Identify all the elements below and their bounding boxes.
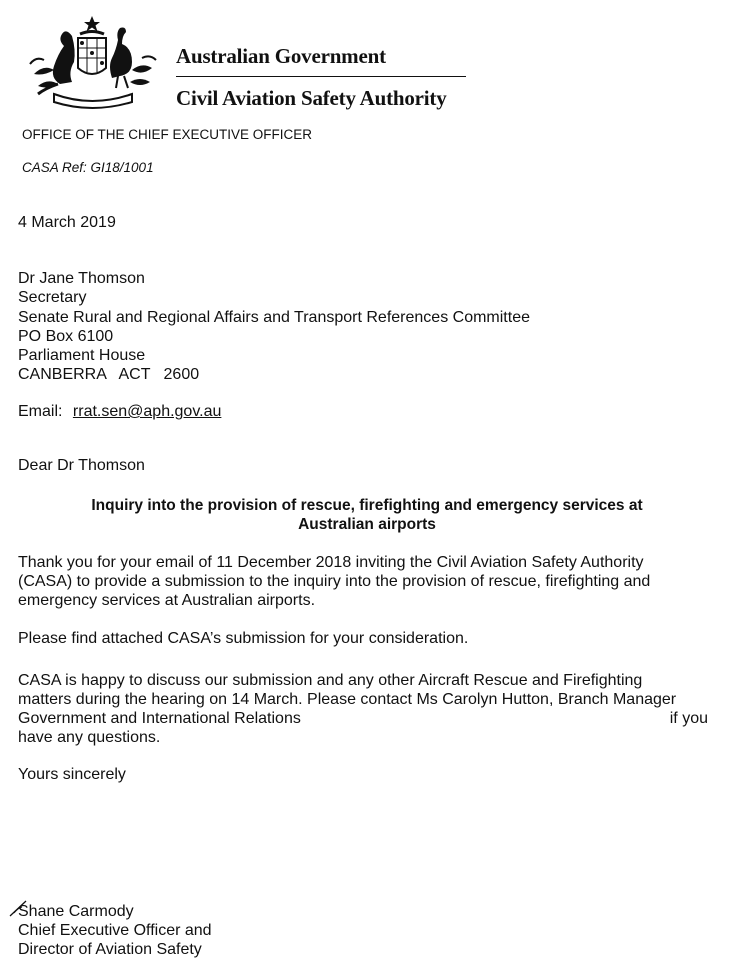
org-name-line1: Australian Government (176, 44, 386, 68)
reference: CASA Ref: GI18/1001 (22, 160, 154, 175)
paragraph-3 (18, 671, 718, 747)
recipient-po-box: PO Box 6100 (18, 327, 114, 345)
email-link[interactable]: rrat.sen@aph.gov.au (72, 403, 222, 420)
signature-block (18, 902, 212, 960)
paragraph-1-line-2: (CASA) to provide a submission to the inquiry into the provision of rescue, firefighting and (18, 573, 651, 590)
paragraph-2-line-1: Please find attached CASA’s submission for your consideration. (18, 630, 469, 647)
recipient-address (18, 270, 530, 386)
subject-line-2: Australian airports (298, 516, 436, 533)
recipient-building: Parliament House (18, 347, 146, 365)
signatory-title-1: Chief Executive Officer and (18, 922, 212, 940)
org-name-line2: Civil Aviation Safety Authority (176, 86, 447, 110)
paragraph-3-line-3-left: Government and International Relations (18, 710, 301, 727)
subject-heading (18, 496, 716, 534)
letterhead-divider (176, 76, 466, 77)
paragraph-2 (18, 629, 718, 648)
email-row (18, 403, 221, 422)
recipient-city: CANBERRA ACT 2600 (18, 366, 200, 384)
paragraph-3-line-3 (18, 709, 708, 728)
coat-of-arms-icon (28, 14, 158, 112)
office-line: OFFICE OF THE CHIEF EXECUTIVE OFFICER (22, 127, 313, 142)
closing: Yours sincerely (18, 766, 126, 783)
signatory-title-2: Director of Aviation Safety (18, 941, 202, 959)
paragraph-1-line-3: emergency services at Australian airports. (18, 592, 316, 609)
paragraph-3-line-3-right: if you (669, 710, 708, 727)
paragraph-3-line-1: CASA is happy to discuss our submission and any other Aircraft Rescue and Firefighting (18, 672, 643, 689)
email-label: Email: (18, 403, 63, 420)
paragraph-1 (18, 553, 718, 610)
recipient-title: Secretary (18, 289, 87, 307)
letter-date: 4 March 2019 (18, 214, 116, 231)
recipient-committee: Senate Rural and Regional Affairs and Transport References Committee (18, 308, 530, 326)
subject-line-1: Inquiry into the provision of rescue, firefighting and emergency services at (91, 497, 643, 514)
recipient-name: Dr Jane Thomson (18, 270, 145, 287)
paragraph-1-line-1: Thank you for your email of 11 December 2018 inviting the Civil Aviation Safety Authority (18, 554, 644, 571)
paragraph-3-line-2: matters during the hearing on 14 March. Please contact Ms Carolyn Hutton, Branch Manager (18, 691, 677, 708)
signatory-name: Shane Carmody (18, 903, 134, 920)
salutation: Dear Dr Thomson (18, 457, 145, 474)
paragraph-3-line-4: have any questions. (18, 729, 161, 746)
